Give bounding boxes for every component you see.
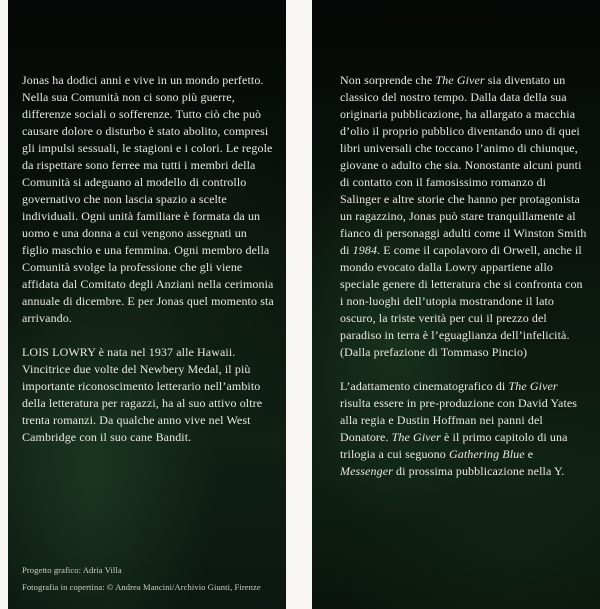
right-flap — [312, 0, 600, 609]
cover-photo-credit: Fotografia in copertina: © Andrea Mancini/Archivio Giunti, Firenze — [22, 582, 261, 592]
author-bio-paragraph: LOIS LOWRY è nata nel 1937 alle Hawaii. Vincitrice due volte del Newbery Medal, il più importante riconoscimento letterario nell’ambito della letteratura per ragazzi, ha al suo attivo oltre trenta romanzi. Da qualche anno vive nel West Cambridge con il suo cane Bandit. — [22, 345, 263, 444]
preface-excerpt-paragraph: Non sorprende che The Giver sia diventato un classico del nostro tempo. Dalla data della sua originaria pubblicazione, ha allargato a macchia d’olio il proprio pubblico diventando uno di quei libri universali che toccano l’animo di chiunque, giovane o adulto che sia. Nonostante alcuni punti di contatto con il famosissimo romanzo di Salinger e altre storie che hanno per protagonista un ragazzino, Jonas può stare tranquillamente al fianco di personaggi adulti come il Winston Smith di 1984. E come il capolavoro di Orwell, anche il mondo evocato dalla Lowry appartiene allo speciale genere di letteratura che si confronta con i non-luoghi dell’utopia mostrandone il lato oscuro, la triste verità per cui il prezzo del paradiso in terra è l’eguaglianza dell’infelicità. — [340, 73, 587, 342]
preface-attribution: (Dalla prefazione di Tommaso Pincio) — [340, 345, 528, 359]
film-adaptation-paragraph: L’adattamento cinematografico di The Giver risulta essere in pre-produzione con David Yates alla regia e Dustin Hoffman nei panni del Donatore. The Giver è il primo capitolo di una trilogia a cui seguono Gathering Blue e Messenger di prossima pubblicazione nella Y. — [340, 379, 578, 478]
synopsis-paragraph: Jonas ha dodici anni e vive in un mondo perfetto. Nella sua Comunità non ci sono più guerre, differenze sociali o sofferenze. Tutto ciò che può causare dolore o disturbo è stato abolito, compresi gli impulsi sessuali, le stagioni e i colori. Le regole da rispettare sono ferree ma tutti i membri della Comunità si adeguano al modello di controllo governativo che non lascia spazio a scelte individuali. Ogni unità familiare è formata da un uomo e una donna a cui vengono assegnati un figlio maschio e una femmina. Ogni membro della Comunità svolge la professione che gli viene affidata dal Comitato degli Anziani nella cerimonia annuale di dicembre. E per Jonas quel momento sta arrivando. — [22, 73, 274, 325]
left-flap-credits — [22, 565, 276, 593]
left-flap-text — [22, 72, 274, 463]
flap-gutter — [286, 0, 312, 609]
graphic-design-credit: Progetto grafico: Adria Villa — [22, 565, 122, 575]
right-flap-text — [340, 72, 588, 497]
left-flap — [8, 0, 286, 609]
left-white-edge — [0, 0, 8, 609]
